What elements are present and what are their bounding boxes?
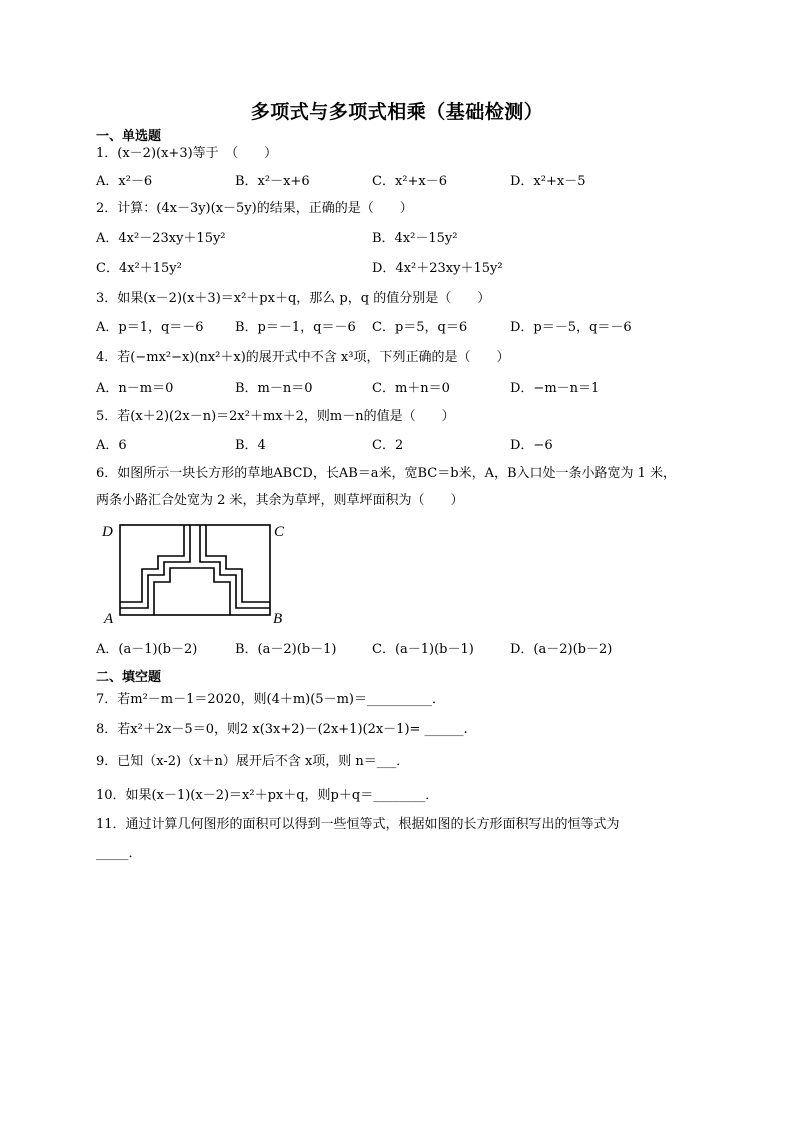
question-5-option-b: B．4	[235, 438, 266, 453]
question-3-option-b: B．p＝－1，q＝－6	[235, 320, 356, 335]
label-c: C	[274, 524, 285, 540]
page-title: 多项式与多项式相乘（基础检测）	[250, 101, 544, 123]
label-a: A	[104, 611, 114, 625]
question-9: 9．已知（x-2)（x＋n）展开后不含 x项，则 n＝___．	[96, 754, 410, 769]
question-3-option-d: D．p＝－5，q＝－6	[510, 320, 632, 335]
path-right-inner	[206, 525, 270, 602]
question-4-option-a: A．n－m＝0	[96, 381, 174, 396]
question-3-option-a: A．p＝1，q＝－6	[96, 320, 204, 335]
question-6-stem-line-2: 两条小路汇合处宽为 2 米，其余为草坪，则草坪面积为（ ）	[96, 493, 464, 508]
question-6-option-c: C．(a－1)(b－1)	[372, 642, 474, 657]
question-2-option-c: C．4x²＋15y²	[96, 261, 182, 276]
question-3-option-c: C．p＝5，q＝6	[372, 320, 468, 335]
question-6-option-d: D．(a－2)(b－2)	[510, 642, 613, 657]
question-5-option-d: D．−6	[510, 438, 553, 453]
path-center	[154, 568, 230, 615]
question-2-option-a: A．4x²－23xy＋15y²	[96, 231, 226, 246]
question-1-option-d: D．x²+x－5	[510, 174, 586, 189]
question-1-stem: 1．(x－2)(x+3)等于 （ ）	[96, 146, 278, 161]
section-single-choice: 一、单选题	[96, 129, 162, 144]
path-left-outer	[120, 525, 190, 608]
question-3-stem: 3．如果(x－2)(x＋3)＝x²＋px＋q，那么 p，q 的值分别是（ ）	[96, 291, 491, 306]
label-b: B	[273, 611, 283, 625]
question-4-option-c: C．m＋n＝0	[372, 381, 450, 396]
question-4-stem: 4．若(−mx²−x)(nx²＋x)的展开式中不含 x³项，下列正确的是（ ）	[96, 350, 510, 365]
question-6-option-b: B．(a－2)(b－1)	[235, 642, 337, 657]
question-4-option-d: D．−m－n＝1	[510, 381, 600, 396]
question-5-option-c: C．2	[372, 438, 404, 453]
label-d: D	[102, 524, 113, 540]
question-10: 10．如果(x－1)(x－2)＝x²＋px＋q，则p＋q＝________．	[96, 788, 439, 803]
path-right-outer	[200, 525, 270, 608]
question-11-line-2: _____．	[96, 846, 142, 861]
question-8: 8．若x²＋2x－5＝0，则2 x(3x+2)－(2x+1)(2x－1)= ______.	[96, 722, 468, 737]
question-2-option-b: B．4x²－15y²	[372, 231, 458, 246]
question-1-option-c: C．x²+x－6	[372, 174, 447, 189]
question-11-line-1: 11．通过计算几何图形的面积可以得到一些恒等式，根据如图的长方形面积写出的恒等式为	[96, 817, 620, 832]
section-fill-blank: 二、填空题	[96, 670, 162, 685]
question-6-stem-line-1: 6．如图所示一块长方形的草地ABCD，长AB＝a米，宽BC＝b米，A，B入口处一条小路宽为 1 米，	[96, 466, 677, 481]
question-2-option-d: D．4x²＋23xy＋15y²	[372, 261, 503, 276]
question-1-option-b: B．x²－x+6	[235, 174, 310, 189]
path-left-inner	[120, 525, 184, 602]
question-5-stem: 5．若(x＋2)(2x－n)＝2x²＋mx＋2，则m－n的值是（ ）	[96, 409, 455, 424]
question-1-option-a: A．x²－6	[96, 174, 153, 189]
question-6-option-a: A．(a－1)(b－2)	[96, 642, 198, 657]
question-2-stem: 2．计算：(4x－3y)(x－5y)的结果，正确的是（ ）	[96, 201, 413, 216]
question-7: 7．若m²－m－1＝2020，则(4＋m)(5－m)＝__________．	[96, 692, 445, 707]
question-4-option-b: B．m－n＝0	[235, 381, 313, 396]
question-5-option-a: A．6	[96, 438, 127, 453]
lawn-path-figure	[100, 520, 290, 625]
